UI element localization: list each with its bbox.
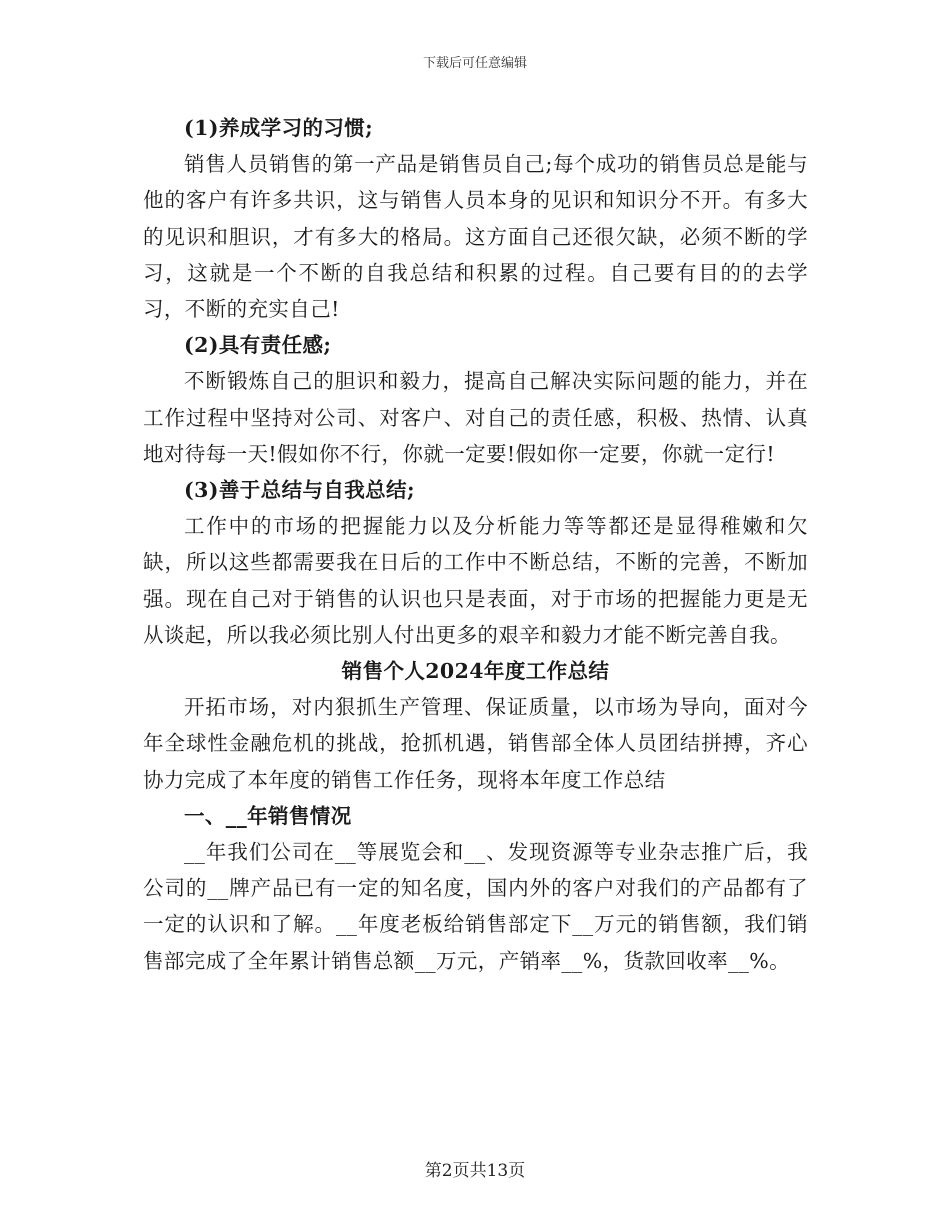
- page-footer: 第2页共13页: [424, 1161, 526, 1181]
- paragraph-intro: 开拓市场，对内狠抓生产管理、保证质量，以市场为导向，面对今年全球性金融危机的挑战，抢抓机遇，销售部全体人员团结拼搏，齐心协力完成了本年度的销售工作任务，现将本年度工作总结: [143, 695, 808, 792]
- page-header: 下载后可任意编辑: [422, 56, 527, 71]
- section-heading-summary: (3)善于总结与自我总结;: [184, 478, 415, 503]
- section-heading-sales: 一、__年销售情况: [184, 803, 352, 828]
- section-heading-responsibility: (2)具有责任感;: [184, 333, 332, 358]
- paragraph-learning: 销售人员销售的第一产品是销售员自己;每个成功的销售员总是能与他的客户有许多共识，这与销售人员本身的见识和知识分不开。有多大的见识和胆识，才有多大的格局。这方面自己还很欠缺，必须不断的学习，这就是一个不断的自我总结和积累的过程。自己要有目的的去学习，不断的充实自己!: [143, 152, 808, 322]
- document-title: 销售个人2024年度工作总结: [341, 659, 610, 684]
- section-heading-learning: (1)养成学习的习惯;: [184, 116, 374, 140]
- paragraph-responsibility: 不断锻炼自己的胆识和毅力，提高自己解决实际问题的能力，并在工作过程中坚持对公司、对客户、对自己的责任感，积极、热情、认真地对待每一天!假如你不行，你就一定要!假如你一定要，你就一定行!: [143, 369, 808, 466]
- paragraph-summary: 工作中的市场的把握能力以及分析能力等等都还是显得稚嫩和欠缺，所以这些都需要我在日后的工作中不断总结，不断的完善，不断加强。现在自己对于销售的认识也只是表面，对于市场的把握能力更是无从谈起，所以我必须比别人付出更多的艰辛和毅力才能不断完善自我。: [143, 514, 808, 647]
- paragraph-sales: __年我们公司在__等展览会和__、发现资源等专业杂志推广后，我公司的__牌产品已有一定的知名度，国内外的客户对我们的产品都有了一定的认识和了解。__年度老板给销售部定下__万元的销售额，我们销售部完成了全年累计销售总额__万元，产销率__%，货款回收率__%。: [143, 840, 808, 973]
- document-body: [143, 110, 808, 979]
